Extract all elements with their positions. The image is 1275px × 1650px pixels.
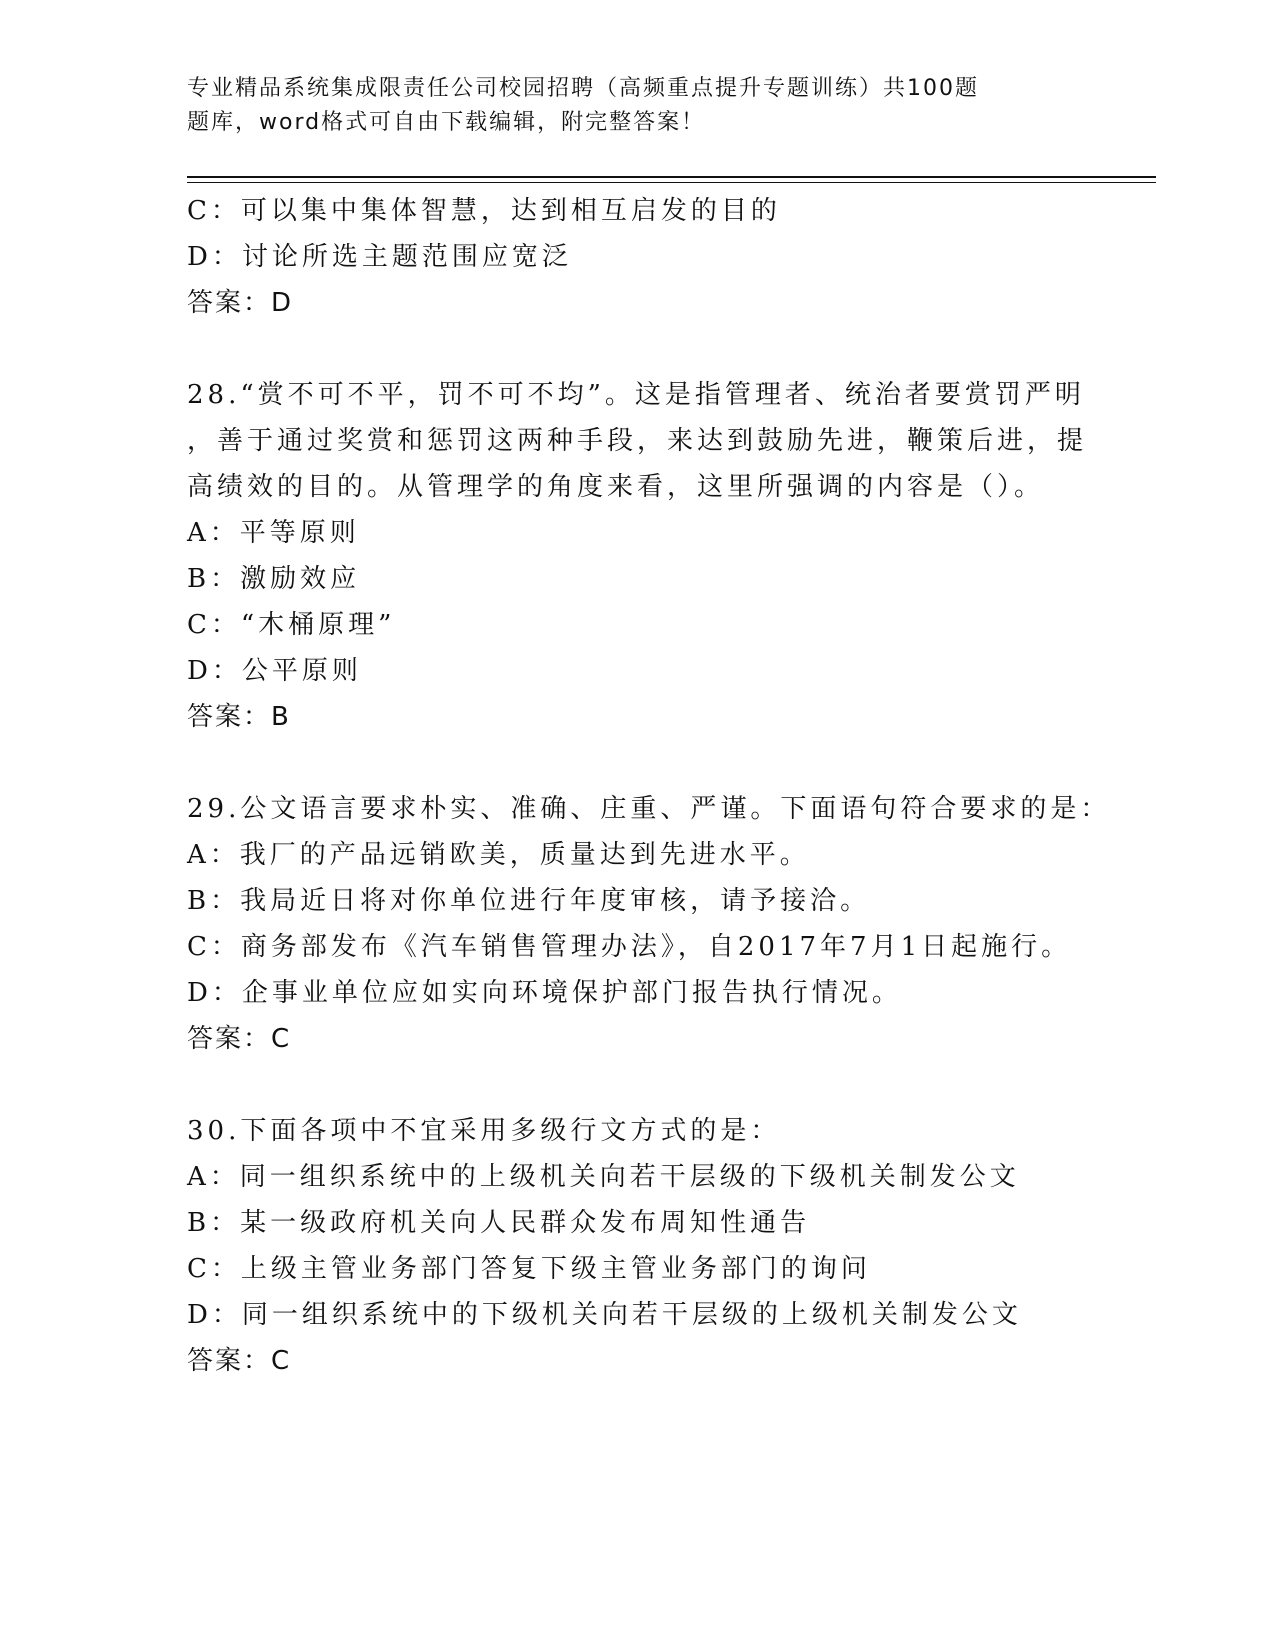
answer-line: 答案：D xyxy=(187,288,294,318)
document-header xyxy=(187,72,1067,140)
header-line-2: 题库，word格式可自由下载编辑，附完整答案！ xyxy=(187,110,706,135)
option-b: B：某一级政府机关向人民群众发布周知性通告 xyxy=(187,1208,811,1238)
option-c: C：商务部发布《汽车销售管理办法》，自2017年7月1日起施行。 xyxy=(187,932,1072,962)
question-stem-line: 高绩效的目的。从管理学的角度来看，这里所强调的内容是（）。 xyxy=(187,472,1045,502)
option-c: C：上级主管业务部门答复下级主管业务部门的询问 xyxy=(187,1254,871,1284)
document-body xyxy=(187,188,1111,1384)
question-stem-line: ，善于通过奖赏和惩罚这两种手段，来达到鼓励先进，鞭策后进，提 xyxy=(187,426,1088,456)
question-stem-line: 28.“赏不可不平，罚不可不均”。这是指管理者、统治者要赏罚严明 xyxy=(187,380,1085,410)
question-29 xyxy=(187,786,1111,1062)
question-30 xyxy=(187,1108,1087,1384)
option-a: A：平等原则 xyxy=(187,518,360,548)
option-a: A：同一组织系统中的上级机关向若干层级的下级机关制发公文 xyxy=(187,1162,1020,1192)
question-28 xyxy=(187,372,1087,740)
option-d: D：讨论所选主题范围应宽泛 xyxy=(187,242,572,272)
question-stem-line: 29.公文语言要求朴实、准确、庄重、严谨。下面语句符合要求的是： xyxy=(187,794,1111,824)
option-c: C：可以集中集体智慧，达到相互启发的目的 xyxy=(187,196,781,226)
question-stem-line: 30.下面各项中不宜采用多级行文方式的是： xyxy=(187,1116,781,1146)
header-divider-thick xyxy=(187,176,1156,178)
prev-question-block xyxy=(187,188,1087,326)
answer-line: 答案：C xyxy=(187,1024,292,1054)
answer-line: 答案：C xyxy=(187,1346,292,1376)
header-divider-thin xyxy=(187,182,1156,183)
option-d: D：同一组织系统中的下级机关向若干层级的上级机关制发公文 xyxy=(187,1300,1022,1330)
option-d: D：公平原则 xyxy=(187,656,362,686)
header-line-1: 专业精品系统集成限责任公司校园招聘（高频重点提升专题训练）共100题 xyxy=(187,76,979,101)
option-b: B：激励效应 xyxy=(187,564,361,594)
option-c: C：“木桶原理” xyxy=(187,610,396,640)
answer-line: 答案：B xyxy=(187,702,291,732)
option-d: D：企事业单位应如实向环境保护部门报告执行情况。 xyxy=(187,978,902,1008)
option-a: A：我厂的产品远销欧美，质量达到先进水平。 xyxy=(187,840,810,870)
option-b: B：我局近日将对你单位进行年度审核，请予接洽。 xyxy=(187,886,871,916)
